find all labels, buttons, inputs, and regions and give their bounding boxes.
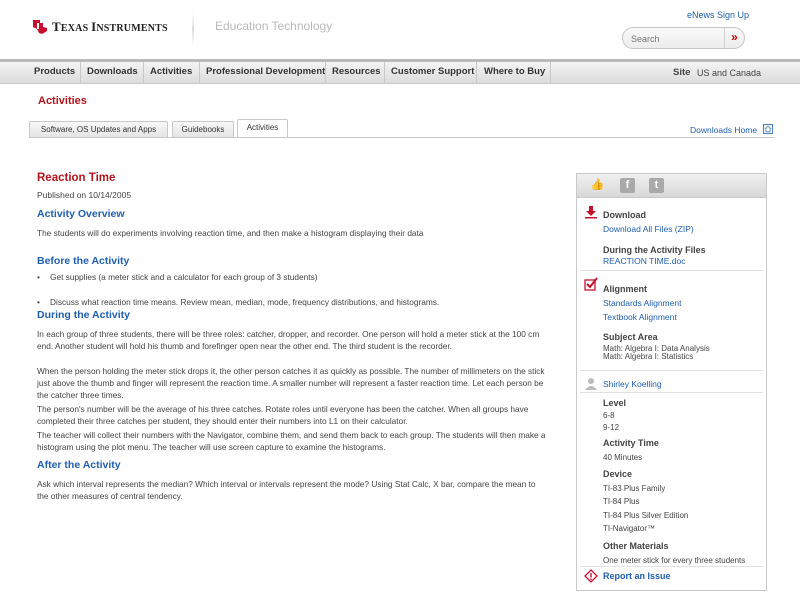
after-heading: After the Activity: [37, 459, 121, 471]
device-value: TI-84 Plus: [603, 497, 640, 506]
list-item-text: Discuss what reaction time means. Review mean, median, mode, frequency distributions, and histograms.: [50, 297, 440, 307]
download-all-link[interactable]: Download All Files (ZIP): [603, 224, 694, 234]
nav-item-professional-development[interactable]: Professional Development: [206, 66, 326, 77]
subject-value: Math: Algebra I: Data Analysis: [603, 344, 710, 353]
overview-text: The students will do experiments involving reaction time, and then make a histogram displaying their data: [37, 228, 424, 238]
header-divider: [192, 12, 194, 46]
nav-divider: [199, 62, 200, 84]
published-date: Published on 10/14/2005: [37, 190, 132, 200]
site-header: [0, 0, 800, 58]
download-icon: [584, 205, 598, 219]
during-paragraph: The teacher will collect their numbers with the Navigator, combine them, and send them back to each group. The students will then make a histogram using the plot menu. The teacher will use screen capture to examine the histograms.: [37, 430, 546, 453]
tab-underline: [29, 137, 775, 138]
author-link[interactable]: Shirley Koelling: [603, 379, 662, 389]
during-paragraph: When the person holding the meter stick drops it, the other person catches it as quickly as possible. The number of millimeters on the stick just above the thumb and finger will represent the reaction time. A smaller number will represent a faster reaction time. Let each person be the catcher three times.: [37, 366, 545, 401]
after-text: Ask which interval represents the median? Which interval or intervals represent the mode? Using Stat Calc, X bar, compare the mean to the other measures of central tendency.: [37, 479, 536, 502]
standards-alignment-link[interactable]: Standards Alignment: [603, 298, 682, 308]
activity-files-heading: During the Activity Files: [603, 245, 706, 255]
enews-signup-link[interactable]: eNews Sign Up: [687, 10, 750, 20]
social-share-bar: [577, 174, 766, 198]
tab-activities[interactable]: Activities: [237, 119, 288, 138]
nav-item-products[interactable]: Products: [34, 66, 76, 77]
facebook-icon[interactable]: f: [620, 178, 635, 193]
ti-logo-text: TEXAS INSTRUMENTS: [52, 19, 168, 34]
textbook-alignment-link[interactable]: Textbook Alignment: [603, 312, 677, 322]
ti-logo[interactable]: [31, 18, 168, 36]
level-value: 9-12: [603, 423, 620, 432]
sidebar-divider: [580, 370, 763, 371]
during-paragraph: The person's number will be the average of his three catches. Rotate roles until everyone has been the catcher. When all groups have completed their three catches per student, they should enter their numbers into L1 on their calculator.: [37, 404, 529, 427]
activity-time-value: 40 Minutes: [603, 453, 643, 462]
nav-item-where-to-buy[interactable]: Where to Buy: [484, 66, 546, 77]
checkbox-icon: [584, 277, 598, 291]
search-box: [622, 27, 745, 49]
list-item: • Discuss what reaction time means. Review mean, median, mode, frequency distributions, and histograms.: [37, 297, 440, 307]
activity-sidebar: [576, 173, 767, 591]
other-materials-heading: Other Materials: [603, 541, 669, 551]
search-submit-button[interactable]: »: [724, 28, 744, 48]
level-value: 6-8: [603, 411, 615, 420]
during-heading: During the Activity: [37, 309, 130, 321]
sidebar-divider: [580, 566, 763, 567]
device-value: TI-84 Plus Silver Edition: [603, 511, 689, 520]
activity-title: Reaction Time: [37, 172, 116, 184]
nav-divider: [476, 62, 477, 84]
device-value: TI-83 Plus Family: [603, 484, 666, 493]
sidebar-divider: [580, 392, 763, 393]
nav-item-customer-support[interactable]: Customer Support: [391, 66, 475, 77]
overview-heading: Activity Overview: [37, 208, 125, 220]
during-paragraph: In each group of three students, there will be three roles: catcher, dropper, and recorder. One person will hold a meter stick at the 100 cm end. Another student will hold his thumb and forefinger open near the other end. The third student is the recorder.: [37, 329, 540, 352]
like-icon[interactable]: 👍: [590, 179, 605, 191]
section-brand: Education Technology: [215, 19, 333, 33]
other-materials-value: One meter stick for every three students: [603, 556, 746, 565]
report-issue-icon: [584, 569, 598, 583]
search-input[interactable]: [631, 32, 721, 45]
nav-divider: [80, 62, 81, 84]
list-item: • Get supplies (a meter stick and a calculator for each group of 3 students): [37, 272, 318, 282]
report-issue-link[interactable]: Report an Issue: [603, 571, 671, 581]
before-heading: Before the Activity: [37, 255, 130, 267]
level-heading: Level: [603, 398, 627, 408]
nav-item-activities[interactable]: Activities: [150, 66, 193, 77]
subject-area-heading: Subject Area: [603, 332, 658, 342]
nav-divider: [143, 62, 144, 84]
twitter-icon[interactable]: t: [649, 178, 664, 193]
author-icon: [584, 377, 598, 391]
ti-logo-icon: [31, 18, 49, 36]
main-nav: [0, 59, 800, 84]
site-label: Site: [673, 67, 691, 78]
nav-divider: [550, 62, 551, 84]
downloads-home-link[interactable]: Downloads Home: [690, 125, 758, 135]
device-value: TI-Navigator™: [603, 524, 656, 533]
list-item-text: Get supplies (a meter stick and a calculator for each group of 3 students): [50, 272, 318, 282]
nav-divider: [325, 62, 326, 84]
subject-value: Math: Algebra I: Statistics: [603, 352, 694, 361]
tab-software-updates[interactable]: Software, OS Updates and Apps: [29, 121, 168, 138]
site-selector[interactable]: US and Canada: [697, 68, 762, 78]
nav-item-resources[interactable]: Resources: [332, 66, 381, 77]
activity-time-heading: Activity Time: [603, 438, 659, 448]
page-section-title: Activities: [38, 95, 87, 107]
home-icon[interactable]: [763, 124, 773, 134]
file-link[interactable]: REACTION TIME.doc: [603, 256, 686, 266]
nav-item-downloads[interactable]: Downloads: [87, 66, 138, 77]
download-heading: Download: [603, 210, 646, 220]
tab-guidebooks[interactable]: Guidebooks: [172, 121, 234, 138]
alignment-heading: Alignment: [603, 284, 647, 294]
nav-divider: [384, 62, 385, 84]
sidebar-divider: [580, 270, 763, 271]
device-heading: Device: [603, 469, 633, 479]
